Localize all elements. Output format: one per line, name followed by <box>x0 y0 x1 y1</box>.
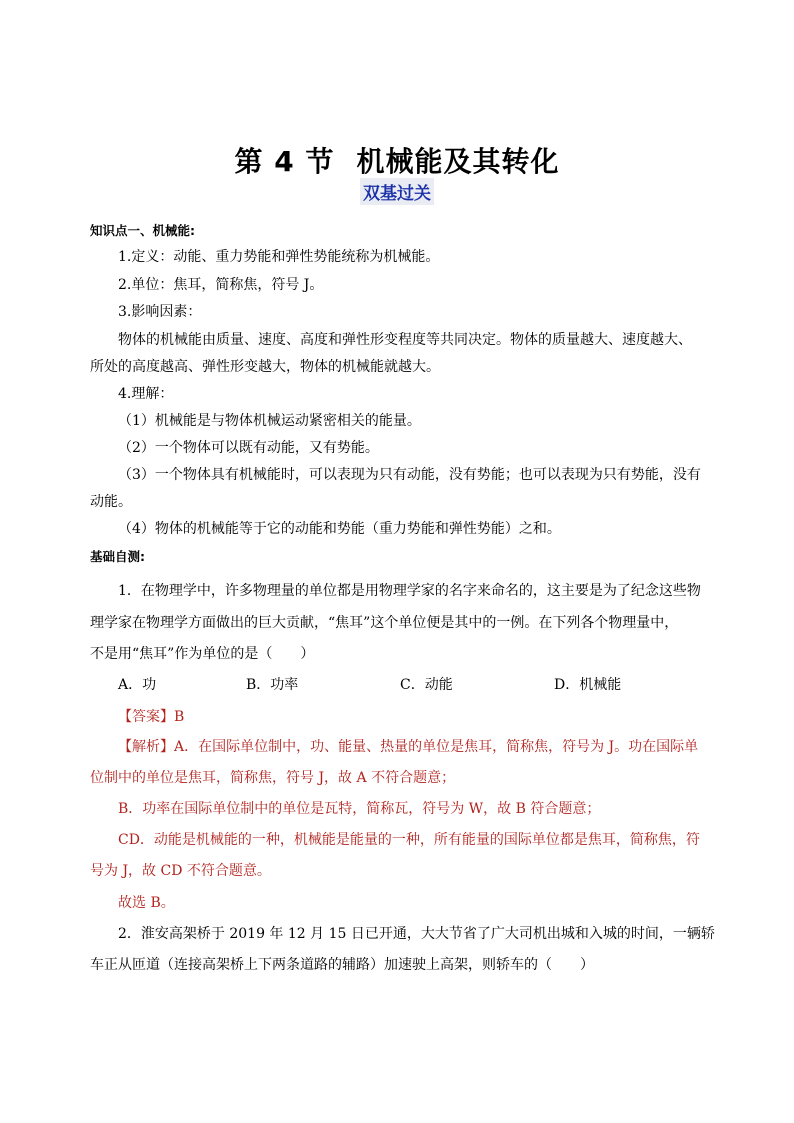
definition-line: 1.定义：动能、重力势能和弹性势能统称为机械能。 <box>118 249 440 265</box>
section-title: 机械能及其转化 <box>356 145 560 178</box>
understand-item-3-line-2: 动能。 <box>90 494 132 510</box>
understand-item-3-line-1: （3）一个物体具有机械能时，可以表现为只有动能，没有势能；也可以表现为只有势能，没有 <box>118 467 701 483</box>
understand-item-2: （2）一个物体可以既有动能，又有势能。 <box>118 440 379 456</box>
understand-title: 4.理解： <box>118 386 174 402</box>
unit-line: 2.单位：焦耳，简称焦，符号 J。 <box>118 277 324 293</box>
analysis-line-2: 位制中的单位是焦耳，简称焦，符号 J，故 A 不符合题意； <box>90 770 456 786</box>
page-title <box>0 140 794 180</box>
selftest-heading: 基础自测: <box>90 549 145 564</box>
section-number: 第 4 节 <box>234 145 335 178</box>
question-2-line-2: 车正从匝道（连接高架桥上下两条道路的辅路）加速驶上高架，则轿车的（ ） <box>90 957 594 973</box>
analysis-cd-line-2: 号为 J，故 CD 不符合题意。 <box>90 863 271 879</box>
question-1-line-2: 理学家在物理学方面做出的巨大贡献，“焦耳”这个单位便是其中的一例。在下列各个物理量中， <box>90 615 679 631</box>
analysis-line-1: 【解析】A．在国际单位制中，功、能量、热量的单位是焦耳，简称焦，符号为 J。功在国际单 <box>118 739 699 755</box>
factor-text-line-1: 物体的机械能由质量、速度、高度和弹性形变程度等共同决定。物体的质量越大、速度越大、 <box>118 332 692 348</box>
factor-text-line-2: 所处的高度越高、弹性形变越大，物体的机械能就越大。 <box>90 359 440 375</box>
understand-item-4: （4）物体的机械能等于它的动能和势能（重力势能和弹性势能）之和。 <box>118 521 561 537</box>
answer-line: 【答案】B <box>118 709 185 725</box>
question-1-line-1: 1．在物理学中，许多物理量的单位都是用物理学家的名字来命名的，这主要是为了纪念这些物 <box>118 583 701 599</box>
analysis-b-line: B．功率在国际单位制中的单位是瓦特，简称瓦，符号为 W，故 B 符合题意； <box>118 801 601 817</box>
question-2-line-1: 2．淮安高架桥于 2019 年 12 月 15 日已开通，大大节省了广大司机出城和入城的时间，一辆轿 <box>118 926 715 942</box>
subtitle: 双基过关 <box>360 178 434 205</box>
option-c: C．动能 <box>400 677 453 693</box>
knowledge-heading: 知识点一、机械能: <box>90 223 195 238</box>
option-b: B．功率 <box>246 677 299 693</box>
understand-item-1: （1）机械能是与物体机械运动紧密相关的能量。 <box>118 413 421 429</box>
option-a: A．功 <box>118 677 157 693</box>
factor-title: 3.影响因素： <box>118 304 202 320</box>
option-d: D．机械能 <box>554 677 622 693</box>
choose-line: 故选 B。 <box>118 895 175 911</box>
question-1-line-3: 不是用“焦耳”作为单位的是（ ） <box>90 646 315 662</box>
analysis-cd-line-1: CD．动能是机械能的一种，机械能是能量的一种，所有能量的国际单位都是焦耳，简称焦，符 <box>118 832 700 848</box>
